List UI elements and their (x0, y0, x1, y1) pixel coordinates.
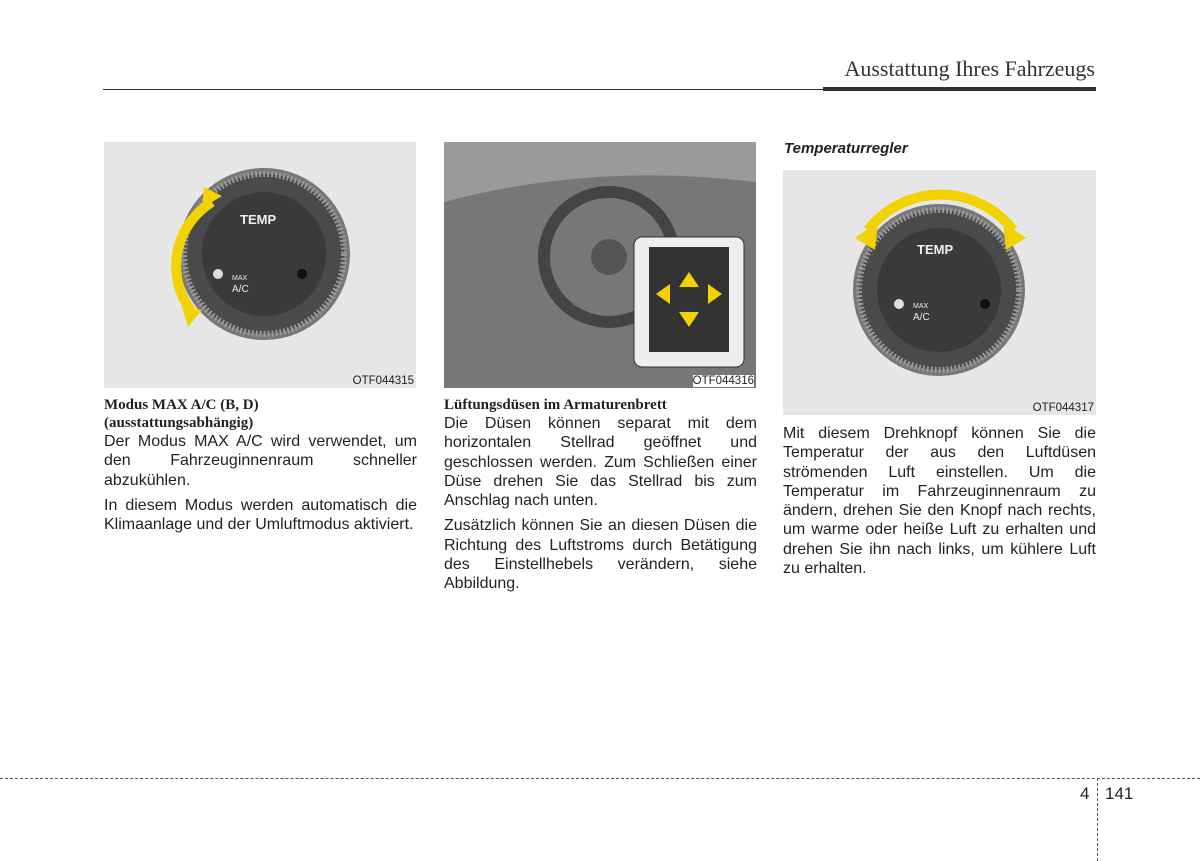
figure-code: OTF044317 (1032, 402, 1094, 414)
paragraph: Mit diesem Drehknopf können Sie die Temperatur der aus den Luftdüsen strömenden Luft einstellen. Um die Temperatur im Fahrzeuginnenraum zu ändern, drehen Sie den Knopf nach rechts, um warme oder heiße Luft zu erhalten und drehen Sie ihn nach links, um kühlere Luft zu erhalten. (783, 425, 1096, 578)
svg-text:A/C: A/C (913, 312, 930, 323)
paragraph: In diesem Modus werden automatisch die Klimaanlage und der Umluftmodus aktiviert. (104, 496, 417, 534)
svg-text:MAX: MAX (232, 275, 248, 282)
page-number: 141 (1105, 784, 1134, 803)
figure-dashboard-vents (444, 142, 756, 388)
figure-code: OTF044316 (692, 375, 754, 387)
column-temp (783, 424, 1096, 584)
figure-temp-knob (783, 170, 1096, 415)
heading-sub: (ausstattungsabhängig) (104, 415, 254, 431)
dashboard-illustration (444, 142, 756, 388)
svg-text:TEMP: TEMP (917, 242, 954, 257)
paragraph: Die Düsen können separat mit dem horizontalen Stellrad geöffnet und geschlossen werden. Zum Schließen einer Düse drehen Sie das Stellrad bis zum Anschlag nach unten. (444, 415, 757, 510)
footer-divider (1097, 778, 1098, 861)
svg-text:A/C: A/C (232, 284, 249, 295)
footer-rule (0, 778, 1200, 779)
header-rule-thick (823, 87, 1096, 91)
temp-knob-illustration (783, 170, 1096, 415)
column-max-ac (104, 396, 417, 540)
figure-code: OTF044315 (352, 375, 414, 387)
section-title: Temperaturregler (784, 140, 908, 157)
column-vents (444, 396, 757, 600)
heading: Modus MAX A/C (B, D) (104, 397, 259, 413)
chapter-number: 4 (1080, 784, 1090, 803)
figure-max-ac-knob (104, 142, 416, 388)
knob-label: TEMP (240, 212, 277, 227)
temp-knob-illustration (104, 142, 416, 388)
paragraph: Der Modus MAX A/C wird verwendet, um den Fahrzeuginnenraum schneller abzukühlen. (104, 433, 417, 489)
svg-text:MAX: MAX (913, 303, 929, 310)
running-header: Ausstattung Ihres Fahrzeugs (844, 56, 1095, 81)
paragraph: Zusätzlich können Sie an diesen Düsen die Richtung des Luftstroms durch Betätigung des Einstellhebels verändern, siehe Abbildung. (444, 517, 757, 593)
heading: Lüftungsdüsen im Armaturenbrett (444, 397, 667, 413)
